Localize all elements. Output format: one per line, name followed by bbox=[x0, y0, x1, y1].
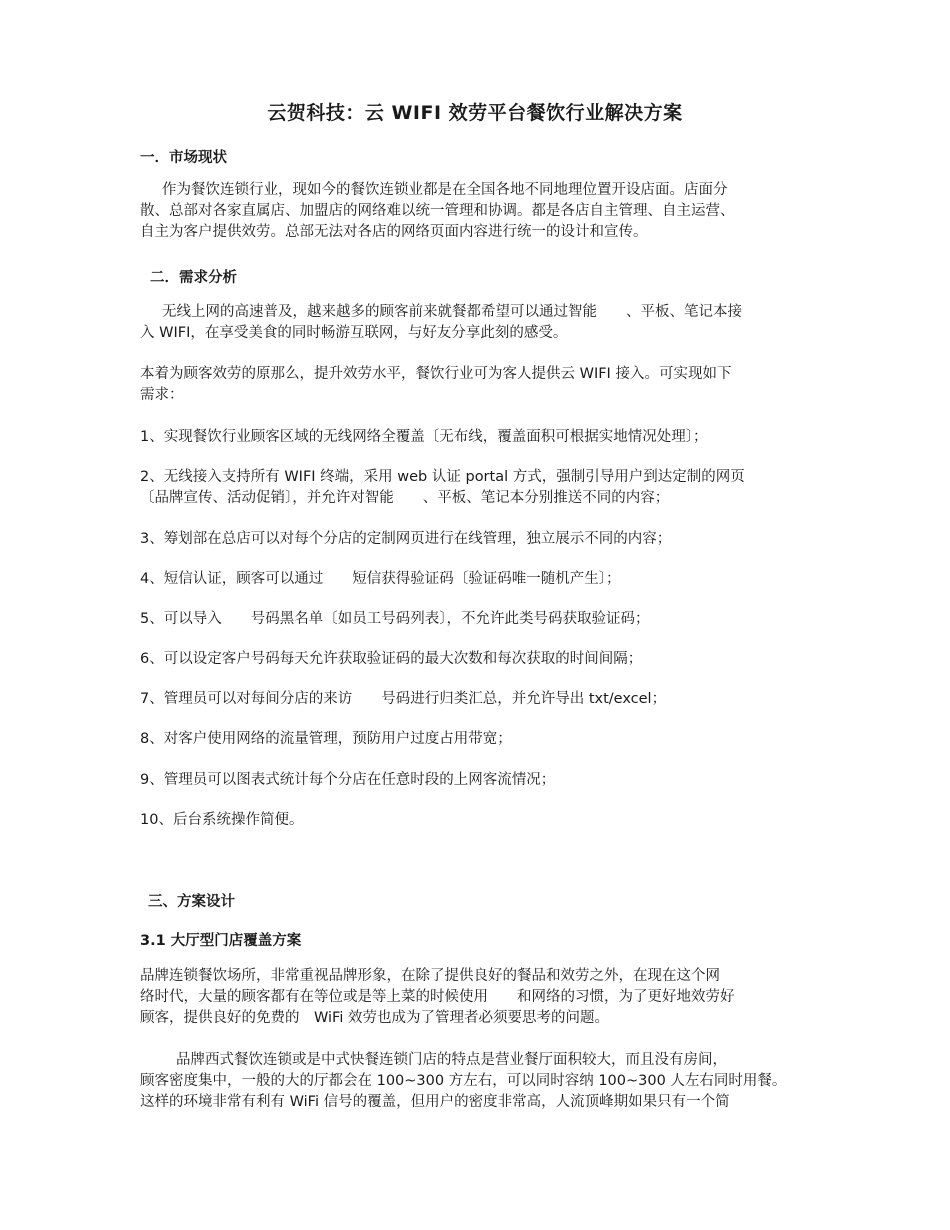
text-line: 10、后台系统操作简便。 bbox=[140, 812, 304, 828]
paragraph-requirements-intro bbox=[140, 302, 840, 344]
text-line: 品牌西式餐饮连锁或是中式快餐连锁门店的特点是营业餐厅面积较大，而且没有房间， bbox=[176, 1052, 727, 1068]
subsection-heading-hall: 3.1 大厅型门店覆盖方案 bbox=[140, 933, 302, 949]
requirement-item-3 bbox=[140, 529, 840, 550]
text-line: 5、可以导入 号码黑名单〔如员工号码列表〕，不允许此类号码获取验证码； bbox=[140, 611, 650, 627]
section-heading-requirements: 二．需求分析 bbox=[150, 270, 237, 286]
text-line: 无线上网的高速普及，越来越多的顾客前来就餐都希望可以通过智能 、平板、笔记本接 bbox=[162, 304, 742, 320]
text-line: 〔品牌宣传、活动促销〕，并允许对智能 、平板、笔记本分别推送不同的内容； bbox=[140, 490, 670, 506]
text-line: 品牌连锁餐饮场所，非常重视品牌形象，在除了提供良好的餐品和效劳之外，在现在这个网 bbox=[140, 968, 720, 984]
requirement-item-6 bbox=[140, 649, 840, 670]
text-line: 作为餐饮连锁行业，现如今的餐饮连锁业都是在全国各地不同地理位置开设店面。店面分 bbox=[162, 182, 728, 198]
requirement-item-4 bbox=[140, 569, 840, 590]
paragraph-hall-density bbox=[140, 1050, 840, 1113]
document-title: 云贺科技：云 WIFI 效劳平台餐饮行业解决方案 bbox=[267, 102, 683, 124]
text-line: 络时代，大量的顾客都有在等位或是等上菜的时候使用 和网络的习惯，为了更好地效劳好 bbox=[140, 989, 735, 1005]
text-line: 2、无线接入支持所有 WIFI 终端，采用 web 认证 portal 方式，强制引导用户到达定制的网页 bbox=[140, 469, 745, 485]
text-line: 4、短信认证，顾客可以通过 短信获得验证码〔验证码唯一随机产生〕； bbox=[140, 571, 621, 587]
requirement-item-9 bbox=[140, 770, 840, 791]
paragraph-brand-chain bbox=[140, 966, 840, 1029]
requirement-item-1 bbox=[140, 427, 840, 448]
requirement-item-7 bbox=[140, 689, 840, 710]
text-line: 自主为客户提供效劳。总部无法对各店的网络页面内容进行统一的设计和宣传。 bbox=[140, 224, 648, 240]
text-line: 7、管理员可以对每间分店的来访 号码进行归类汇总，并允许导出 txt/excel； bbox=[140, 691, 667, 707]
text-line: 3、筹划部在总店可以对每个分店的定制网页进行在线管理，独立展示不同的内容； bbox=[140, 531, 672, 547]
text-line: 入 WIFI，在享受美食的同时畅游互联网，与好友分享此刻的感受。 bbox=[140, 325, 568, 341]
section-heading-solution: 三、方案设计 bbox=[148, 894, 235, 910]
section-heading-market: 一．市场现状 bbox=[140, 150, 227, 166]
text-line: 8、对客户使用网络的流量管理，预防用户过度占用带宽； bbox=[140, 731, 512, 747]
text-line: 1、实现餐饮行业顾客区域的无线网络全覆盖〔无布线，覆盖面积可根据实地情况处理〕； bbox=[140, 429, 708, 445]
requirement-item-10 bbox=[140, 810, 840, 831]
requirement-item-8 bbox=[140, 729, 840, 750]
text-line: 顾客，提供良好的免费的 WiFi 效劳也成为了管理者必须要思考的问题。 bbox=[140, 1010, 609, 1026]
paragraph-market-status bbox=[140, 180, 840, 243]
text-line: 需求： bbox=[140, 387, 184, 403]
requirement-item-2 bbox=[140, 467, 840, 509]
text-line: 顾客密度集中，一般的大的厅都会在 100~300 方左右，可以同时容纳 100~300 人左右同时用餐。 bbox=[140, 1073, 787, 1089]
paragraph-requirements-summary bbox=[140, 364, 840, 406]
text-line: 9、管理员可以图表式统计每个分店在任意时段的上网客流情况； bbox=[140, 772, 556, 788]
text-line: 本着为顾客效劳的原那么，提升效劳水平，餐饮行业可为客人提供云 WIFI 接入。可实现如下 bbox=[140, 366, 732, 382]
requirement-item-5 bbox=[140, 609, 840, 630]
text-line: 散、总部对各家直属店、加盟店的网络难以统一管理和协调。都是各店自主管理、自主运营、 bbox=[140, 203, 735, 219]
text-line: 这样的环境非常有利有 WiFi 信号的覆盖，但用户的密度非常高，人流顶峰期如果只有一个简 bbox=[140, 1094, 730, 1110]
text-line: 6、可以设定客户号码每天允许获取验证码的最大次数和每次获取的时间间隔； bbox=[140, 651, 643, 667]
